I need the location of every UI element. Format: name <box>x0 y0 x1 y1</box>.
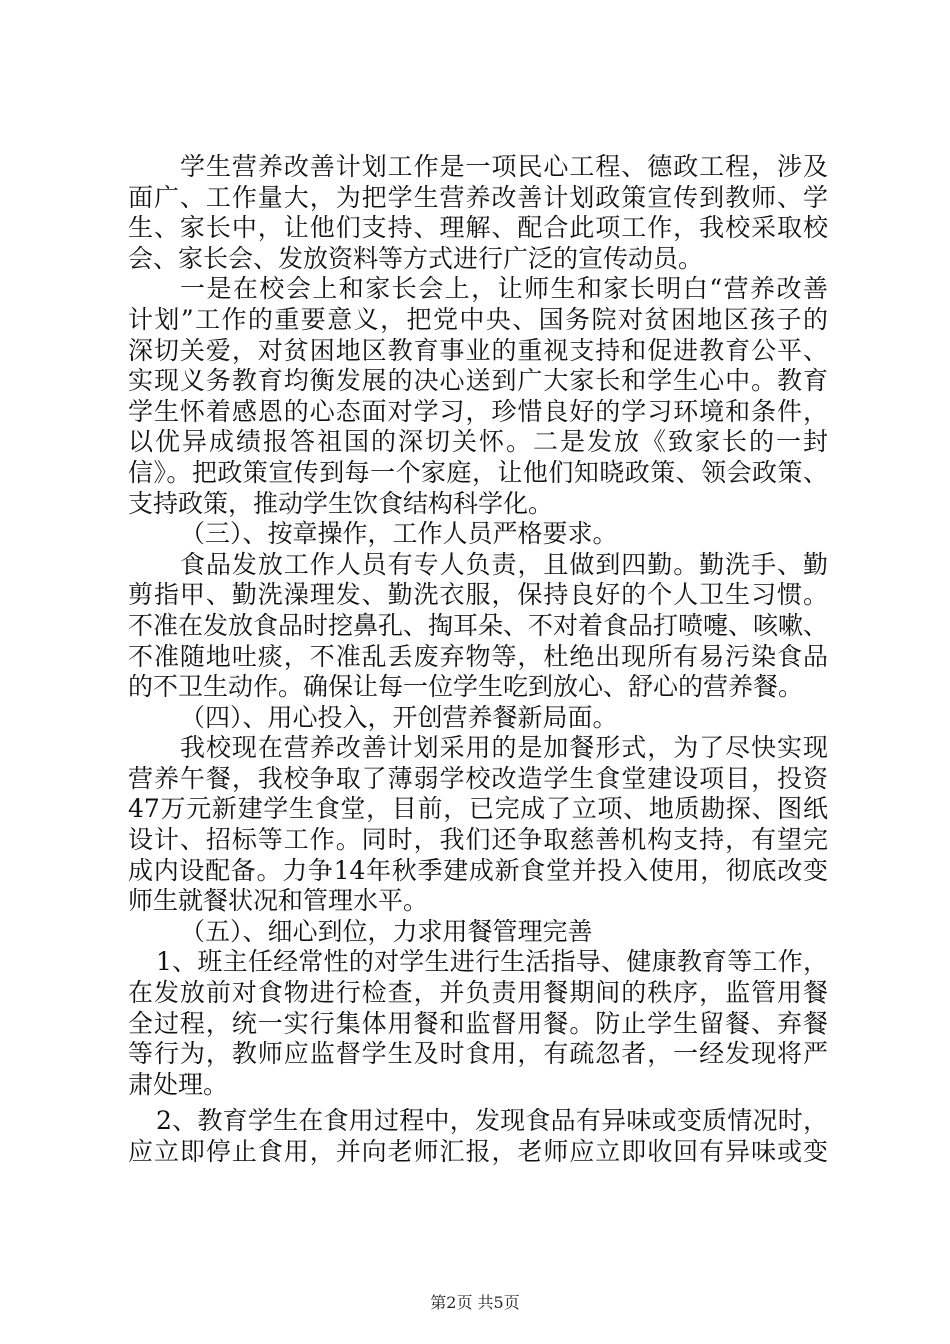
text-line: 学生营养改善计划工作是一项民心工程、德政工程，涉及 <box>180 152 828 181</box>
text-line: 深切关爱，对贫困地区教育事业的重视支持和促进教育公平、 <box>128 335 828 365</box>
text-line: 信》。把政策宣传到每一个家庭，让他们知晓政策、领会政策、 <box>128 457 828 487</box>
text-line: 剪指甲、勤洗澡理发、勤洗衣服，保持良好的个人卫生习惯。 <box>128 580 828 610</box>
text-line: 一是在校会上和家长会上，让师生和家长明白“营养改善 <box>180 274 828 304</box>
text-line: 应立即停止食用，并向老师汇报，老师应立即收回有异味或变 <box>128 1137 828 1166</box>
text-line: （四）、用心投入，开创营养餐新局面。 <box>180 702 618 732</box>
text-line: 肃处理。 <box>128 1069 229 1099</box>
text-line: 实现义务教育均衡发展的决心送到广大家长和学生心中。教育 <box>128 366 828 396</box>
text-line: 的不卫生动作。确保让每一位学生吃到放心、舒心的营养餐。 <box>128 672 804 702</box>
text-line: 1、班主任经常性的对学生进行生活指导、健康教育等工作， <box>156 947 828 977</box>
text-line: 支持政策，推动学生饮食结构科学化。 <box>128 488 554 518</box>
text-line: 2、教育学生在食用过程中，发现食品有异味或变质情况时， <box>156 1106 828 1136</box>
document-body <box>128 152 828 1168</box>
text-line: 面广、工作量大，为把学生营养改善计划政策宣传到教师、学 <box>128 182 828 212</box>
text-line: 营养午餐，我校争取了薄弱学校改造学生食堂建设项目，投资 <box>128 763 828 793</box>
text-line: 47万元新建学生食堂，目前，已完成了立项、地质勘探、图纸 <box>128 794 828 824</box>
text-line: 食品发放工作人员有专人负责，且做到四勤。勤洗手、勤 <box>180 549 828 579</box>
text-line: 等行为，教师应监督学生及时食用，有疏忽者，一经发现将严 <box>128 1039 828 1069</box>
text-line: 成内设配备。力争14年秋季建成新食堂并投入使用，彻底改变 <box>128 855 828 885</box>
text-line: 以优异成绩报答祖国的深切关怀。二是发放《致家长的一封 <box>128 427 828 457</box>
text-line: 在发放前对食物进行检查，并负责用餐期间的秩序，监管用餐 <box>128 978 828 1008</box>
text-line: 不准在发放食品时挖鼻孔、掏耳朵、不对着食品打喷嚏、咳嗽、 <box>128 610 829 640</box>
text-line: （五）、细心到位，力求用餐管理完善 <box>180 916 593 946</box>
text-line: 生、家长中，让他们支持、理解、配合此项工作，我校采取校 <box>128 213 828 243</box>
text-line: 我校现在营养改善计划采用的是加餐形式，为了尽快实现 <box>180 733 828 763</box>
text-line: 不准随地吐痰，不准乱丢废弃物等，杜绝出现所有易污染食品 <box>128 641 828 671</box>
text-line: 师生就餐状况和管理水平。 <box>128 886 429 916</box>
text-line: （三）、按章操作，工作人员严格要求。 <box>180 519 618 549</box>
text-line: 全过程，统一实行集体用餐和监督用餐。防止学生留餐、弃餐 <box>128 1008 828 1038</box>
text-line: 学生怀着感恩的心态面对学习，珍惜良好的学习环境和条件， <box>128 396 828 426</box>
text-line: 设计、招标等工作。同时，我们还争取慈善机构支持，有望完 <box>128 825 828 855</box>
text-line: 会、家长会、发放资料等方式进行广泛的宣传动员。 <box>128 243 704 273</box>
text-line: 计划”工作的重要意义，把党中央、国务院对贫困地区孩子的 <box>128 304 828 334</box>
page-footer: 第2页 共5页 <box>430 1293 520 1312</box>
